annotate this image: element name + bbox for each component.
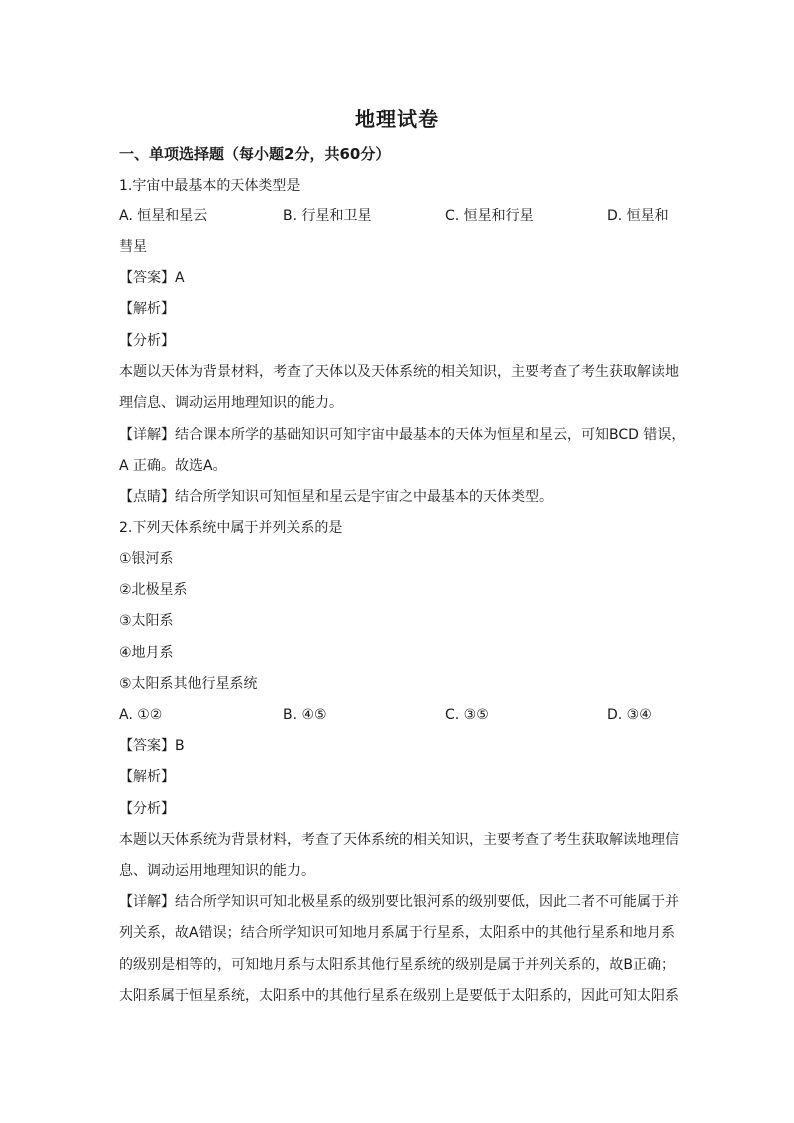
q2-detail-line-3: 的级别是相等的，可知地月系与太阳系其他行星系统的级别是属于并列关系的，故B正确； xyxy=(119,957,675,973)
q1-analysis-label: 【解析】 xyxy=(119,301,175,317)
q2-option-a: A. ①② xyxy=(119,707,163,723)
q2-detail-line-1: 【详解】结合所学知识可知北极星系的级别要比银河系的级别要低，因此二者不可能属于并 xyxy=(119,894,679,910)
q2-fenxi-label: 【分析】 xyxy=(119,801,175,817)
q1-fenxi-line-2: 理信息、调动运用地理知识的能力。 xyxy=(119,395,343,411)
q2-detail-line-4: 太阳系属于恒星系统，太阳系中的其他行星系在级别上是要低于太阳系的，因此可知太阳系 xyxy=(119,988,679,1004)
q2-item-4: ④地月系 xyxy=(119,645,174,661)
q1-fenxi-line-1: 本题以天体为背景材料，考查了天体以及天体系统的相关知识，主要考查了考生获取解读地 xyxy=(119,364,679,380)
q2-analysis-label: 【解析】 xyxy=(119,769,175,785)
q1-option-b: B. 行星和卫星 xyxy=(283,208,372,224)
q1-option-a: A. 恒星和星云 xyxy=(119,208,208,224)
section-heading: 一、单项选择题（每小题2分，共60分） xyxy=(119,145,391,163)
q1-option-d-wrap: 彗星 xyxy=(119,239,147,255)
page-title: 地理试卷 xyxy=(355,107,439,131)
q2-item-3: ③太阳系 xyxy=(119,613,174,629)
q1-detail-line-1: 【详解】结合课本所学的基础知识可知宇宙中最基本的天体为恒星和星云，可知BCD 错误， xyxy=(119,427,686,443)
q1-detail-line-2: A 正确。故选A。 xyxy=(119,458,227,474)
q2-item-2: ②北极星系 xyxy=(119,582,188,598)
q1-dianjing: 【点睛】结合所学知识可知恒星和星云是宇宙之中最基本的天体类型。 xyxy=(119,489,553,505)
question-1-stem: 1.宇宙中最基本的天体类型是 xyxy=(119,178,301,194)
q2-item-1: ①银河系 xyxy=(119,551,174,567)
q2-item-5: ⑤太阳系其他行星系统 xyxy=(119,676,258,692)
q1-option-d: D. 恒星和 xyxy=(607,208,669,224)
q1-option-c: C. 恒星和行星 xyxy=(445,208,534,224)
q2-fenxi-line-1: 本题以天体系统为背景材料，考查了天体系统的相关知识，主要考查了考生获取解读地理信 xyxy=(119,832,679,848)
question-2-stem: 2.下列天体系统中属于并列关系的是 xyxy=(119,520,343,536)
q2-detail-line-2: 列关系，故A错误；结合所学知识可知地月系属于行星系，太阳系中的其他行星系和地月系 xyxy=(119,925,675,941)
q2-fenxi-line-2: 息、调动运用地理知识的能力。 xyxy=(119,863,315,879)
q2-option-b: B. ④⑤ xyxy=(283,707,327,723)
q2-option-c: C. ③⑤ xyxy=(445,707,489,723)
q2-answer: 【答案】B xyxy=(119,738,185,754)
q1-fenxi-label: 【分析】 xyxy=(119,333,175,349)
q2-option-d: D. ③④ xyxy=(607,707,652,723)
q1-answer: 【答案】A xyxy=(119,270,185,286)
